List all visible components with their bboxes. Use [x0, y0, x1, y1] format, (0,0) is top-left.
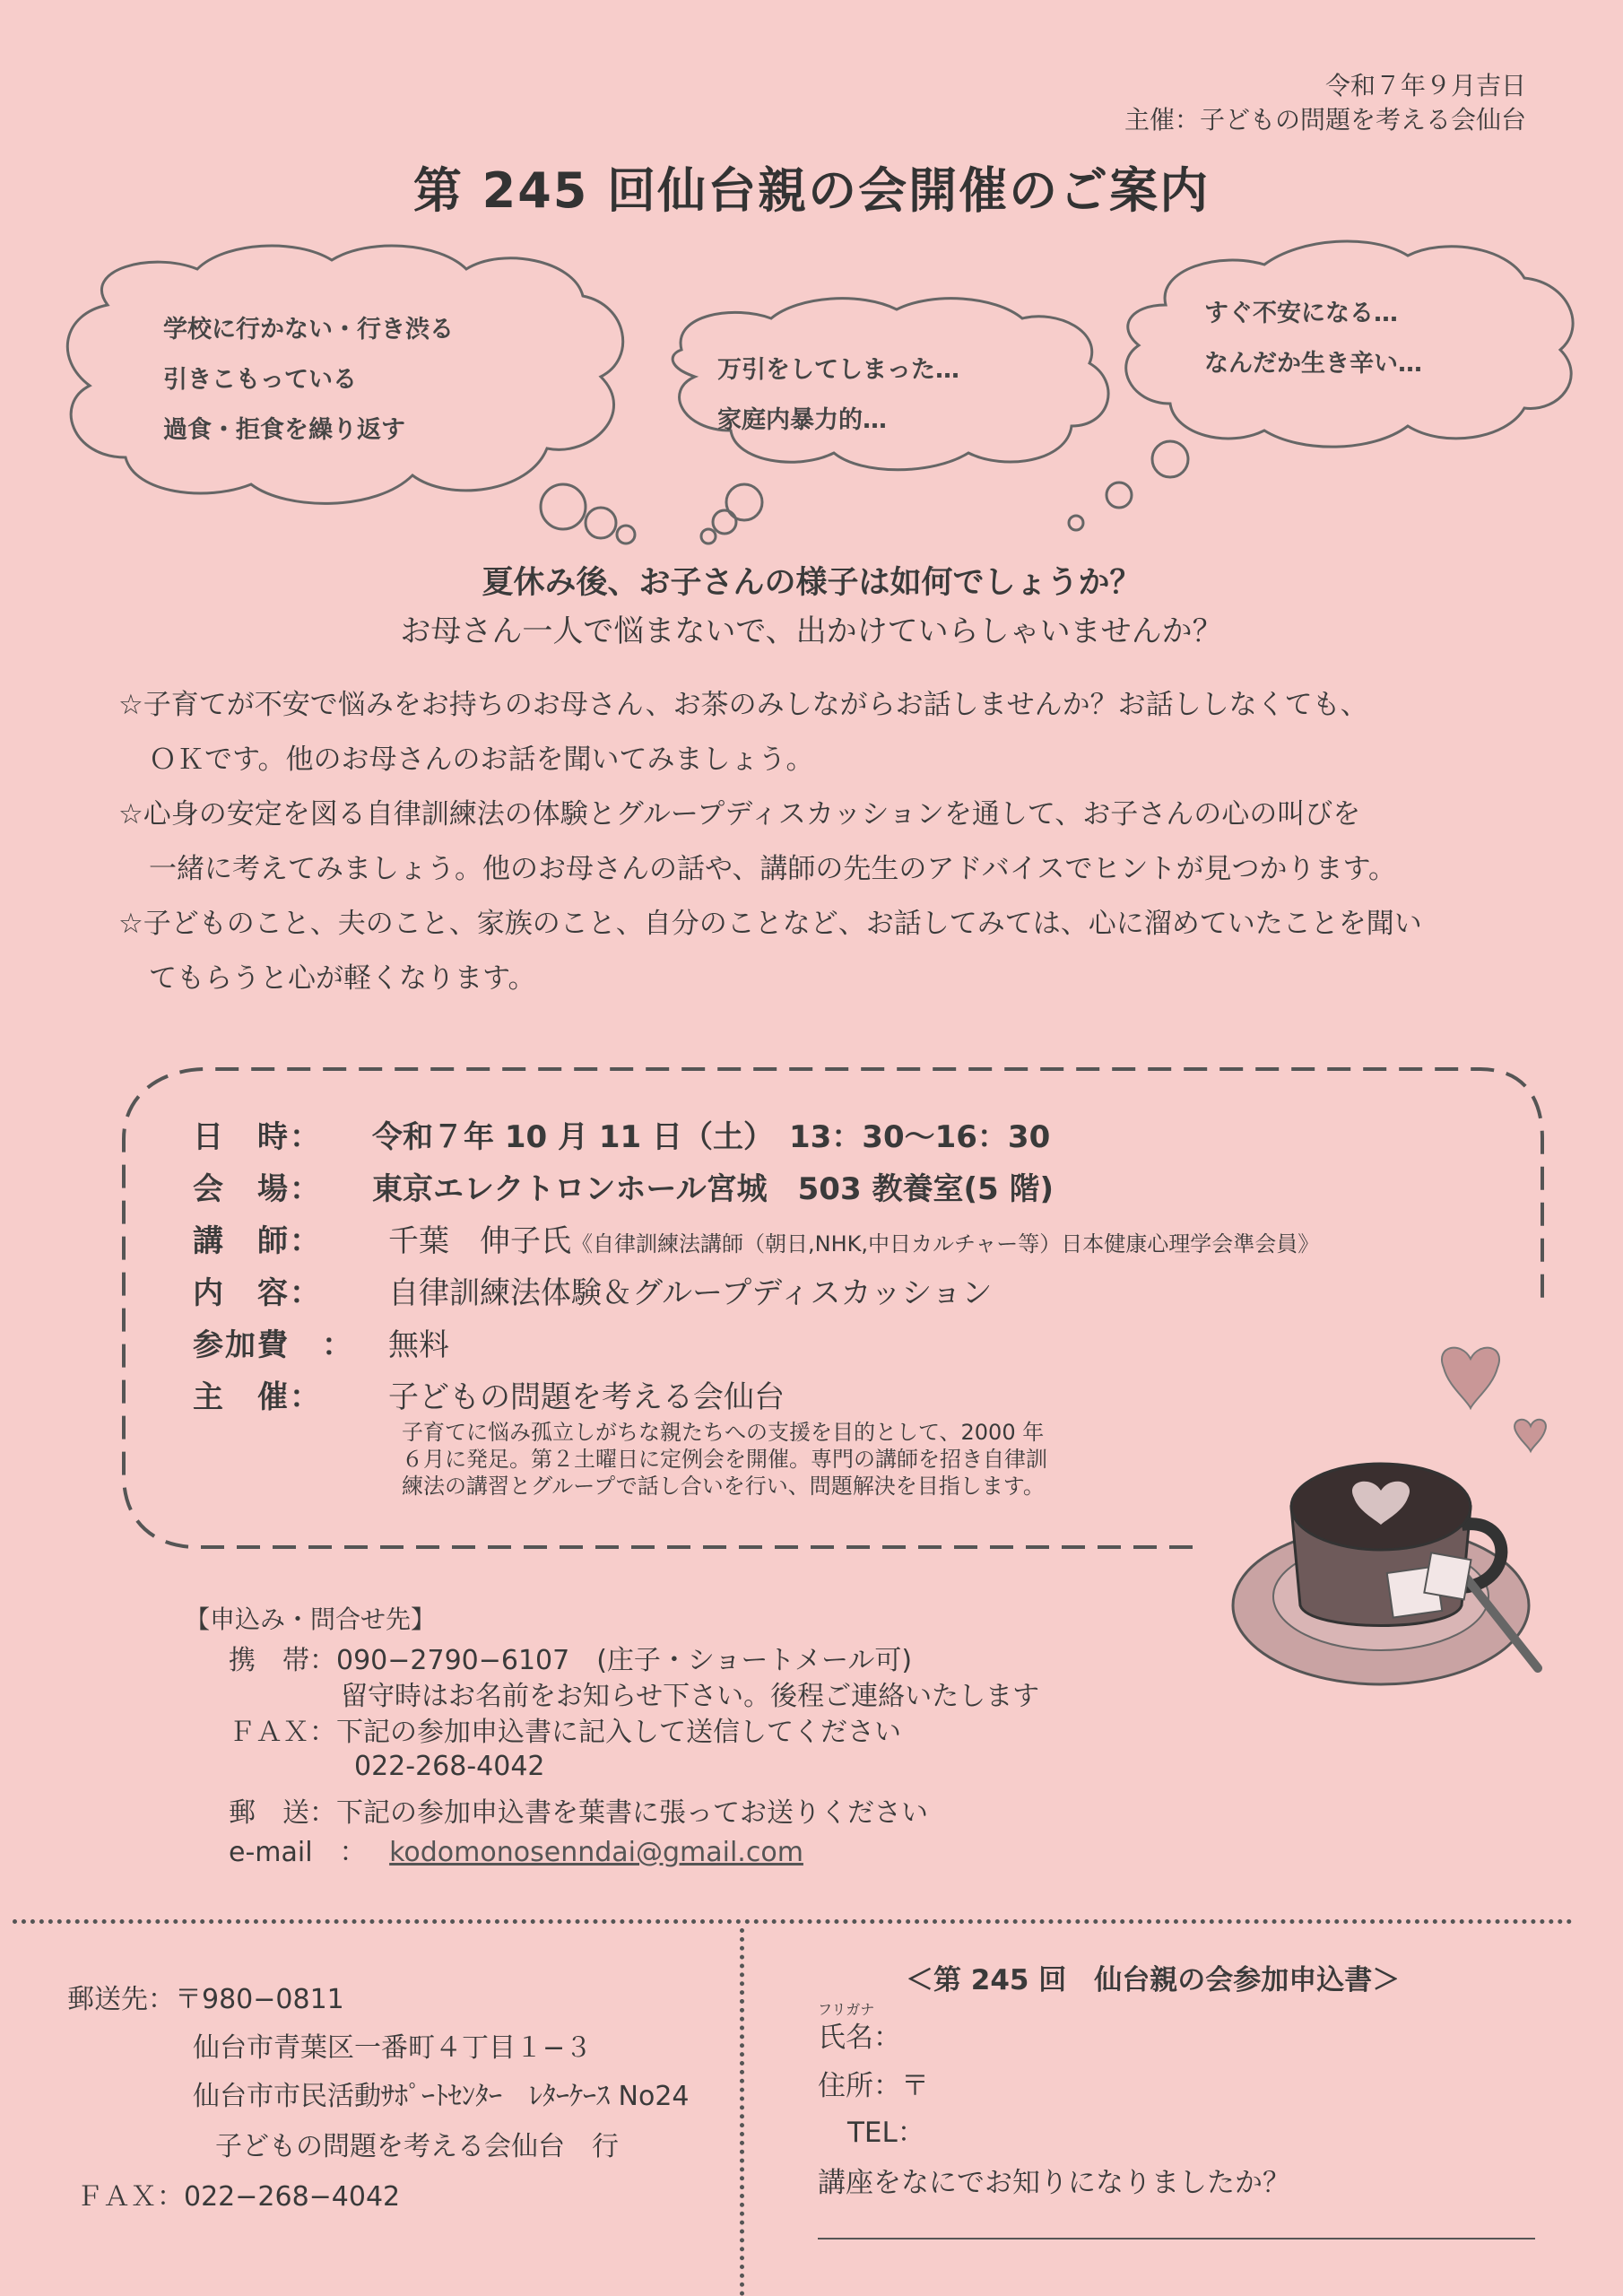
lecturer-note: 《自律訓練法講師（朝日,NHK,中日カルチャー等）日本健康心理学会準会員》 [571, 1231, 1320, 1257]
form-name-field[interactable]: 氏名： [818, 2022, 901, 2054]
bubble-dot [617, 526, 635, 544]
form-address-field[interactable]: 住所：〒 [818, 2070, 929, 2102]
info-host [193, 1372, 785, 1416]
contact-email [229, 1830, 803, 1869]
lecturer-name: 千葉 伸子氏 [388, 1223, 571, 1259]
paragraph-line: ☆心身の安定を図る自律訓練法の体験とグループディスカッションを通して、お子さんの心の叫びを [118, 798, 1361, 831]
post-label: 郵 送： [229, 1797, 336, 1829]
paragraph-line: 一緒に考えてみましょう。他のお母さんの話や、講師の先生のアドバイスでヒントが見つかります。 [149, 853, 1396, 885]
issue-date: 令和７年９月吉日 [1324, 71, 1526, 100]
bubble-dot [1107, 483, 1132, 508]
question-heading: 夏休み後、お子さんの様子は如何でしょうか？ [482, 565, 1141, 601]
bubble-line: なんだか生き辛い… [1204, 350, 1422, 378]
address-line: 子どもの問題を考える会仙台 行 [215, 2131, 619, 2162]
contact-mobile [229, 1638, 912, 1677]
mobile-value[interactable]: 090−2790−6107 (庄子・ショートメール可) [336, 1645, 913, 1676]
paragraph-line: ☆子育てが不安で悩みをお持ちのお母さん、お茶のみしながらお話しませんか？お話ししなくても、 [118, 689, 1368, 721]
email-label: e-mail ： [229, 1837, 367, 1868]
venue-value: 東京エレクトロンホール宮城 503 教養室(5 階) [372, 1171, 1055, 1207]
venue-label: 会 場： [193, 1171, 322, 1207]
bubble-line: すぐ不安になる… [1204, 300, 1398, 327]
address-line: 郵送先：〒980−0811 [67, 1984, 344, 2015]
right-bubble-text [1204, 289, 1422, 389]
datetime-label: 日 時： [193, 1119, 322, 1155]
paragraph-line: ☆子どものこと、夫のこと、家族のこと、自分のことなど、お話してみては、心に溜めていたことを聞い [118, 908, 1422, 940]
lecturer-label: 講 師： [193, 1223, 322, 1259]
info-datetime [193, 1112, 1050, 1156]
content-value: 自律訓練法体験＆グループディスカッション [388, 1275, 993, 1311]
contact-post [229, 1790, 928, 1830]
address-line: 仙台市市民活動ｻﾎﾟｰﾄｾﾝﾀｰ ﾚﾀｰｹｰｽ No24 [193, 2081, 690, 2112]
bubble-line: 学校に行かない・行き渋る [163, 316, 454, 344]
info-lecturer [193, 1216, 1319, 1260]
contact-fax [229, 1709, 901, 1749]
bubble-line: 万引をしてしまった… [717, 356, 959, 384]
post-value: 下記の参加申込書を葉書に張ってお送りください [336, 1797, 928, 1829]
question-subheading: お母さん一人で悩まないで、出かけていらしゃいませんか？ [400, 613, 1223, 649]
middle-bubble-text [717, 345, 959, 446]
furigana-label: フリガナ [818, 2001, 875, 2018]
bubble-dot [1152, 441, 1188, 477]
fee-label: 参加費 ： [193, 1327, 354, 1363]
intro-paragraphs [118, 678, 1517, 1006]
host-description [402, 1419, 1182, 1500]
paragraph-line: ＯＫです。他のお母さんのお話を聞いてみましょう。 [149, 744, 814, 776]
description-line: 子育てに悩み孤立しがちな親たちへの支援を目的として、2000 年 [402, 1420, 1045, 1445]
bubble-dot [586, 508, 616, 538]
contact-heading: 【申込み・問合せ先】 [185, 1605, 437, 1634]
host-value: 子どもの問題を考える会仙台 [388, 1379, 785, 1415]
bubble-dot [726, 484, 762, 520]
host-label: 主 催： [193, 1379, 322, 1415]
form-tel-field[interactable]: TEL： [847, 2117, 925, 2149]
fax-label: ＦＡＸ： [229, 1717, 336, 1748]
email-link[interactable]: kodomonosenndai@gmail.com [389, 1837, 803, 1868]
info-venue [193, 1164, 1054, 1208]
bubble-line: 家庭内暴力的… [717, 406, 887, 434]
info-content [193, 1268, 993, 1312]
bubble-dot [701, 529, 716, 544]
horizontal-cut-line [13, 1919, 1573, 1924]
left-bubble-text [163, 305, 454, 456]
form-answer-line[interactable] [818, 2238, 1535, 2239]
paragraph-line: てもらうと心が軽くなります。 [149, 962, 536, 995]
description-line: 練法の講習とグループで話し合いを行い、問題解決を目指します。 [402, 1474, 1045, 1499]
page-title: 第 245 回仙台親の会開催のご案内 [412, 162, 1211, 219]
bubble-dot [541, 484, 586, 529]
address-fax: ＦＡＸ：022−268−4042 [76, 2181, 401, 2213]
mobile-note: 留守時はお名前をお知らせ下さい。後程ご連絡いたします [341, 1681, 1040, 1712]
fax-number[interactable]: 022-268-4042 [354, 1751, 545, 1782]
bubble-dot [1069, 516, 1083, 530]
organizer-line: 主催：子どもの問題を考える会仙台 [1124, 105, 1526, 135]
description-line: ６月に発足。第２土曜日に定例会を開催。専門の講師を招き自律訓 [402, 1447, 1047, 1472]
coffee-cup-illustration [1228, 1336, 1569, 1695]
form-title: ＜第 245 回 仙台親の会参加申込書＞ [906, 1964, 1401, 1996]
fax-value: 下記の参加申込書に記入して送信してください [336, 1717, 901, 1748]
fee-value: 無料 [388, 1327, 449, 1363]
content-label: 内 容： [193, 1275, 322, 1311]
info-fee [193, 1320, 449, 1364]
bubble-line: 過食・拒食を繰り返す [163, 416, 405, 444]
bubble-line: 引きこもっている [163, 366, 357, 394]
mobile-label: 携 帯： [229, 1645, 336, 1676]
bubble-dot [713, 510, 736, 534]
address-line: 仙台市青葉区一番町４丁目１−３ [193, 2032, 593, 2064]
vertical-cut-line [740, 1928, 744, 2296]
form-question: 講座をなにでお知りになりましたか？ [818, 2167, 1290, 2199]
datetime-value: 令和７年 10 月 11 日（土） 13：30～16：30 [372, 1119, 1051, 1155]
